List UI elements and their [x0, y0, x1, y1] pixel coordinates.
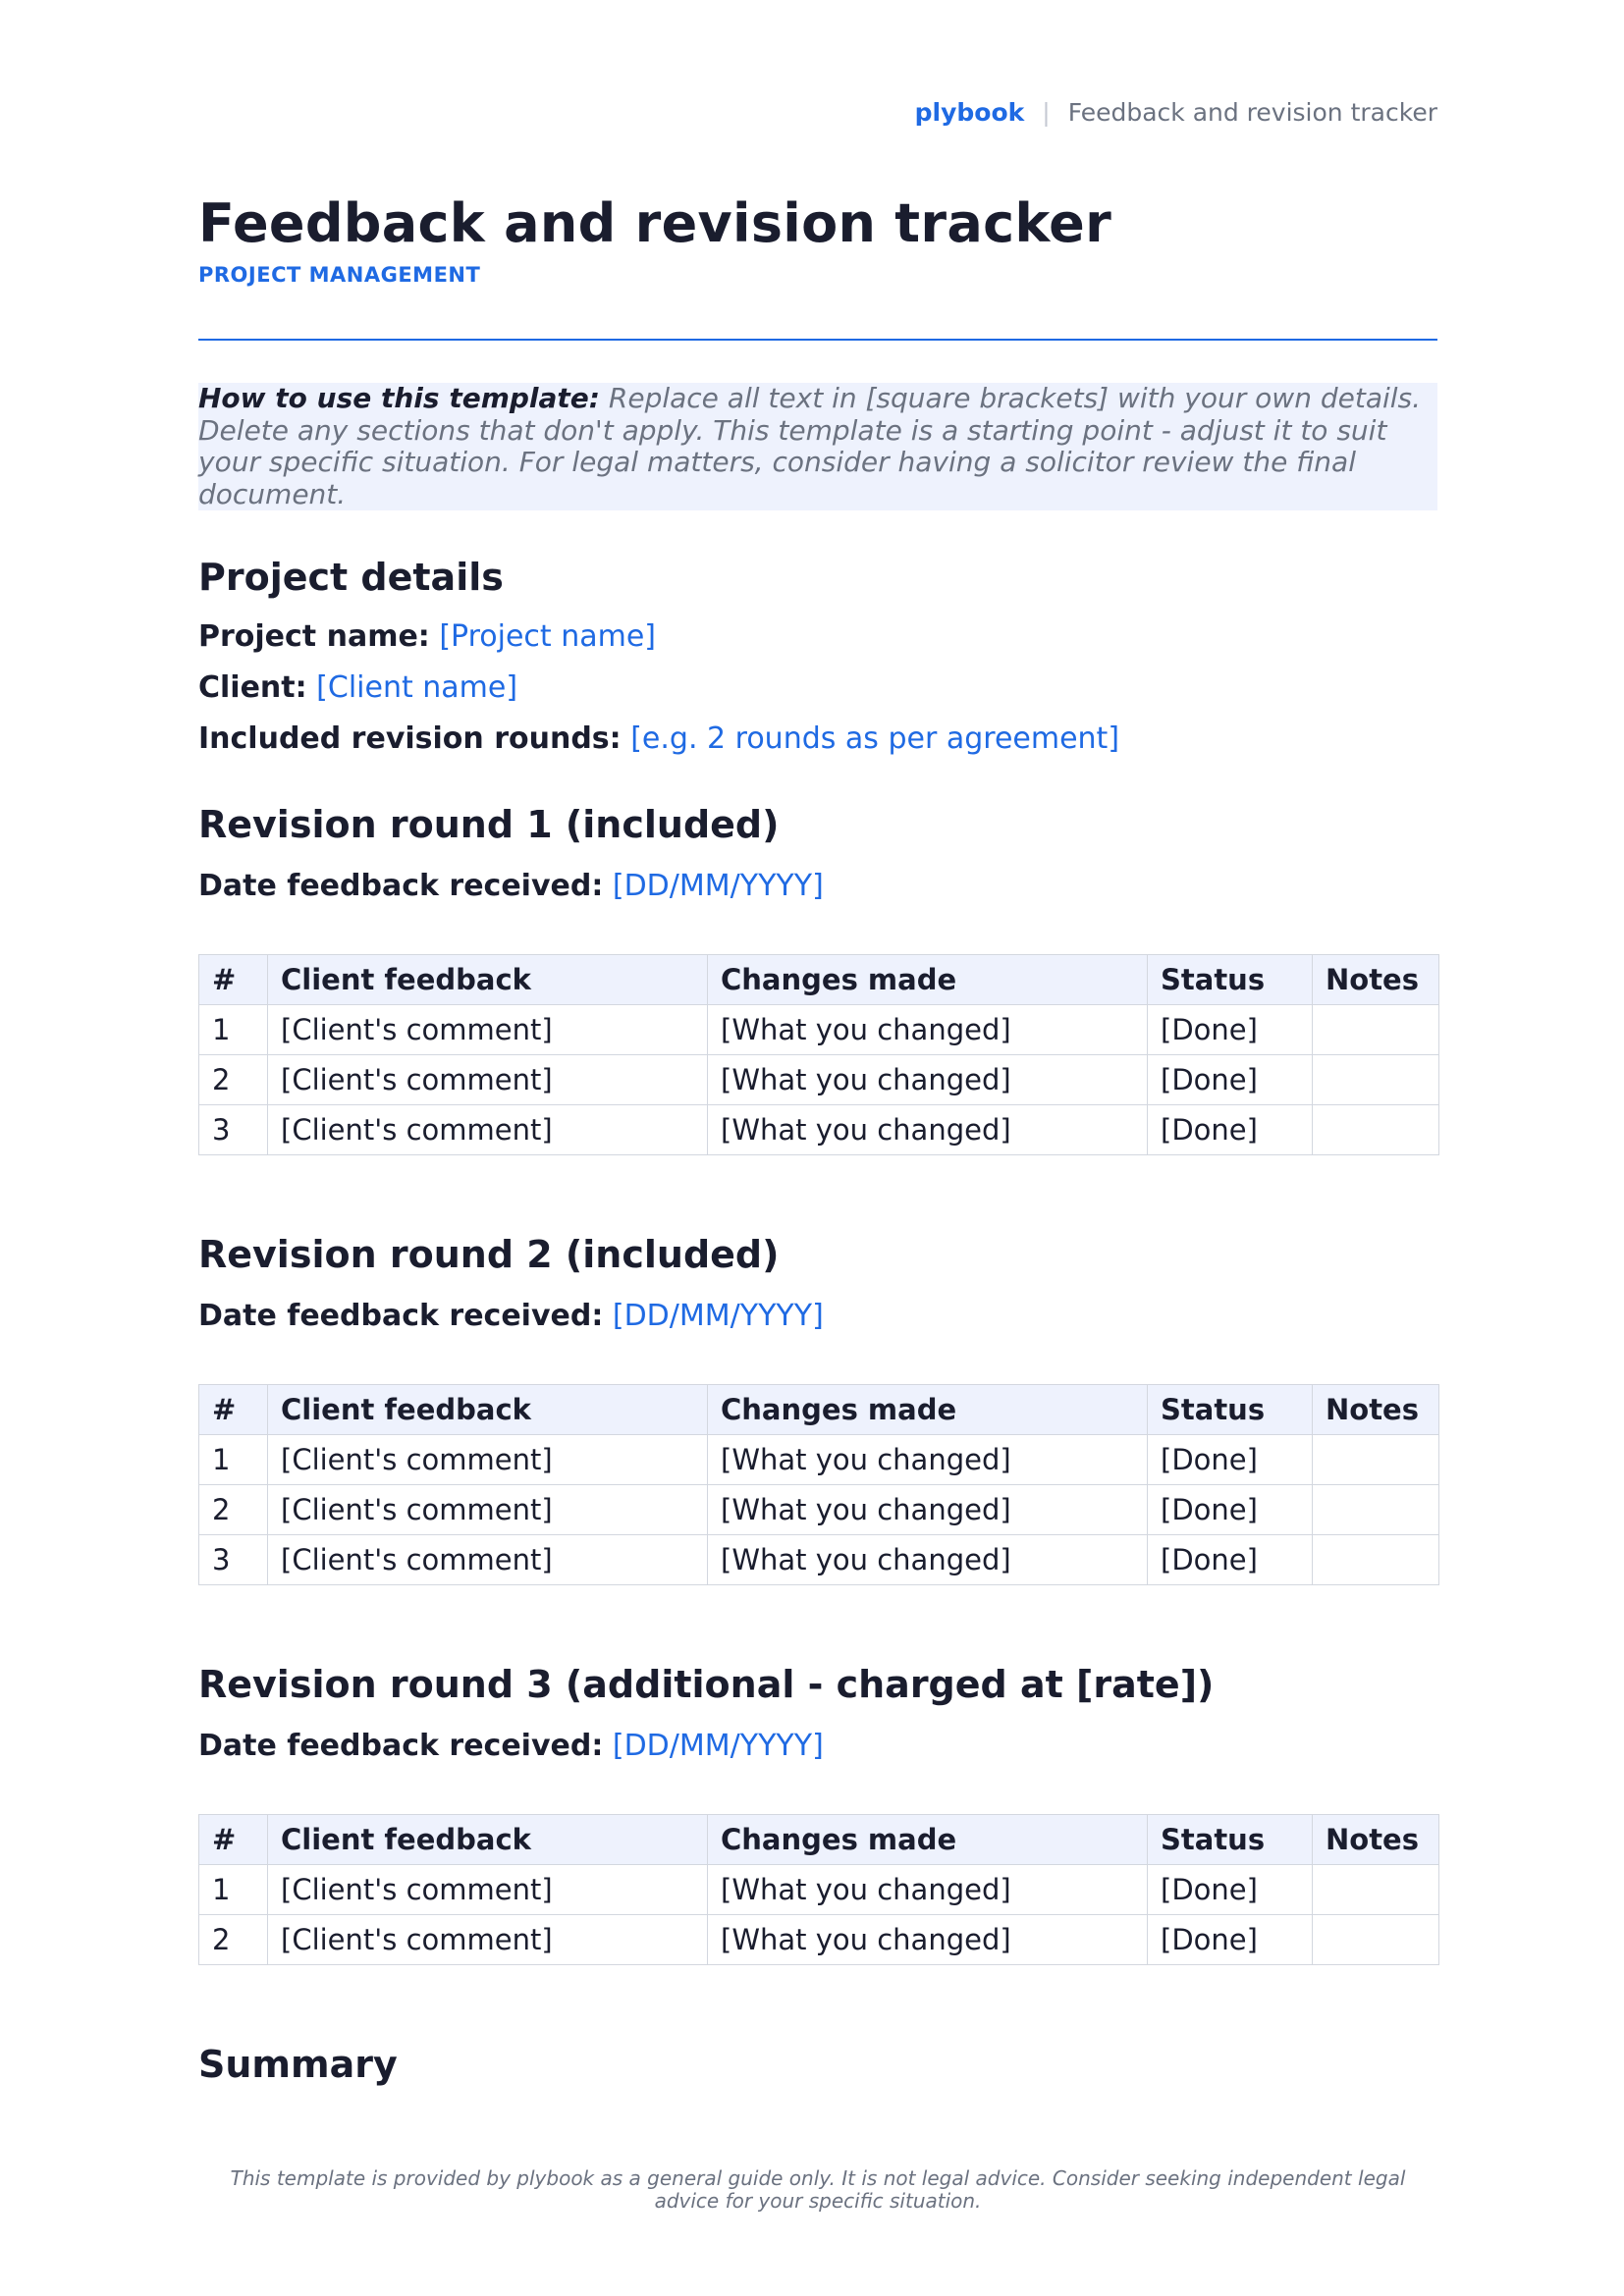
column-header-client-feedback: Client feedback [268, 955, 708, 1005]
table-row [199, 1105, 1439, 1155]
date-label: Date feedback received: [198, 1729, 604, 1763]
document-header [915, 95, 1437, 129]
column-header-client-feedback: Client feedback [268, 1385, 708, 1435]
table-header-row [199, 1815, 1439, 1865]
header-document-name: Feedback and revision tracker [1067, 97, 1437, 127]
date-value: [DD/MM/YYYY] [612, 869, 824, 903]
client-feedback-cell: [Client's comment] [268, 1105, 708, 1155]
column-header-changes-made: Changes made [708, 1815, 1148, 1865]
column-header-changes-made: Changes made [708, 955, 1148, 1005]
notes-cell [1313, 1535, 1439, 1585]
table-row [199, 1865, 1439, 1915]
status-cell: [Done] [1148, 1055, 1313, 1105]
client-feedback-cell: [Client's comment] [268, 1485, 708, 1535]
table-header-row [199, 1385, 1439, 1435]
row-number: 3 [199, 1535, 268, 1585]
instructions-note [198, 383, 1437, 510]
changes-made-cell: [What you changed] [708, 1105, 1148, 1155]
row-number: 1 [199, 1005, 268, 1055]
round-2-date-field [198, 1299, 824, 1333]
status-cell: [Done] [1148, 1435, 1313, 1485]
client-feedback-cell: [Client's comment] [268, 1055, 708, 1105]
changes-made-cell: [What you changed] [708, 1485, 1148, 1535]
disclaimer-footer: This template is provided by plybook as a general guide only. It is not legal advice. Consider seeking independent legal advice for your specific situation. [230, 2166, 1406, 2213]
notes-cell [1313, 1005, 1439, 1055]
client-feedback-cell: [Client's comment] [268, 1915, 708, 1965]
instructions-label: How to use this template: [198, 382, 600, 414]
client-feedback-cell: [Client's comment] [268, 1435, 708, 1485]
notes-cell [1313, 1435, 1439, 1485]
column-header-client-feedback: Client feedback [268, 1815, 708, 1865]
row-number: 3 [199, 1105, 268, 1155]
column-header-number: # [199, 1815, 268, 1865]
changes-made-cell: [What you changed] [708, 1915, 1148, 1965]
project-name-field [198, 619, 656, 654]
header-separator: | [1042, 97, 1051, 127]
notes-cell [1313, 1105, 1439, 1155]
notes-cell [1313, 1485, 1439, 1535]
status-cell: [Done] [1148, 1535, 1313, 1585]
revision-round-2-table [198, 1384, 1439, 1585]
summary-heading: Summary [198, 2043, 398, 2086]
status-cell: [Done] [1148, 1485, 1313, 1535]
field-label: Included revision rounds: [198, 721, 622, 756]
client-feedback-cell: [Client's comment] [268, 1005, 708, 1055]
instructions-text: Replace all text in [square brackets] with your own details. Delete any sections that don't apply. This template is a starting point - adjust it to suit your specific situation. For legal matters, consider having a solicitor review the final document. [198, 382, 1422, 510]
changes-made-cell: [What you changed] [708, 1055, 1148, 1105]
row-number: 2 [199, 1915, 268, 1965]
row-number: 2 [199, 1485, 268, 1535]
field-value: [Client name] [316, 670, 518, 705]
status-cell: [Done] [1148, 1005, 1313, 1055]
table-row [199, 1055, 1439, 1105]
row-number: 2 [199, 1055, 268, 1105]
round-3-date-field [198, 1729, 824, 1763]
project-details-heading: Project details [198, 556, 504, 599]
column-header-number: # [199, 955, 268, 1005]
revision-round-1-table [198, 954, 1439, 1155]
category-label: PROJECT MANAGEMENT [198, 263, 481, 287]
column-header-status: Status [1148, 1385, 1313, 1435]
changes-made-cell: [What you changed] [708, 1005, 1148, 1055]
date-value: [DD/MM/YYYY] [612, 1729, 824, 1763]
client-feedback-cell: [Client's comment] [268, 1865, 708, 1915]
table-row [199, 1915, 1439, 1965]
brand-name: plybook [914, 97, 1025, 127]
column-header-changes-made: Changes made [708, 1385, 1148, 1435]
notes-cell [1313, 1865, 1439, 1915]
status-cell: [Done] [1148, 1105, 1313, 1155]
field-value: [Project name] [439, 619, 657, 654]
page-title: Feedback and revision tracker [198, 192, 1112, 254]
table-header-row [199, 955, 1439, 1005]
column-header-notes: Notes [1313, 1385, 1439, 1435]
column-header-notes: Notes [1313, 1815, 1439, 1865]
column-header-number: # [199, 1385, 268, 1435]
row-number: 1 [199, 1865, 268, 1915]
column-header-notes: Notes [1313, 955, 1439, 1005]
field-label: Project name: [198, 619, 430, 654]
status-cell: [Done] [1148, 1865, 1313, 1915]
column-header-status: Status [1148, 1815, 1313, 1865]
table-row [199, 1535, 1439, 1585]
revision-round-1-heading: Revision round 1 (included) [198, 803, 780, 846]
client-field [198, 670, 517, 705]
notes-cell [1313, 1055, 1439, 1105]
row-number: 1 [199, 1435, 268, 1485]
revision-round-2-heading: Revision round 2 (included) [198, 1233, 780, 1276]
changes-made-cell: [What you changed] [708, 1865, 1148, 1915]
revision-round-3-heading: Revision round 3 (additional - charged at [rate]) [198, 1663, 1215, 1706]
field-label: Client: [198, 670, 307, 705]
field-value: [e.g. 2 rounds as per agreement] [630, 721, 1120, 756]
date-label: Date feedback received: [198, 869, 604, 903]
round-1-date-field [198, 869, 824, 903]
table-row [199, 1485, 1439, 1535]
changes-made-cell: [What you changed] [708, 1535, 1148, 1585]
column-header-status: Status [1148, 955, 1313, 1005]
table-row [199, 1005, 1439, 1055]
table-row [199, 1435, 1439, 1485]
status-cell: [Done] [1148, 1915, 1313, 1965]
notes-cell [1313, 1915, 1439, 1965]
revision-round-3-table [198, 1814, 1439, 1965]
client-feedback-cell: [Client's comment] [268, 1535, 708, 1585]
title-divider [198, 339, 1437, 341]
date-label: Date feedback received: [198, 1299, 604, 1333]
changes-made-cell: [What you changed] [708, 1435, 1148, 1485]
date-value: [DD/MM/YYYY] [612, 1299, 824, 1333]
included-revision-rounds-field [198, 721, 1119, 756]
